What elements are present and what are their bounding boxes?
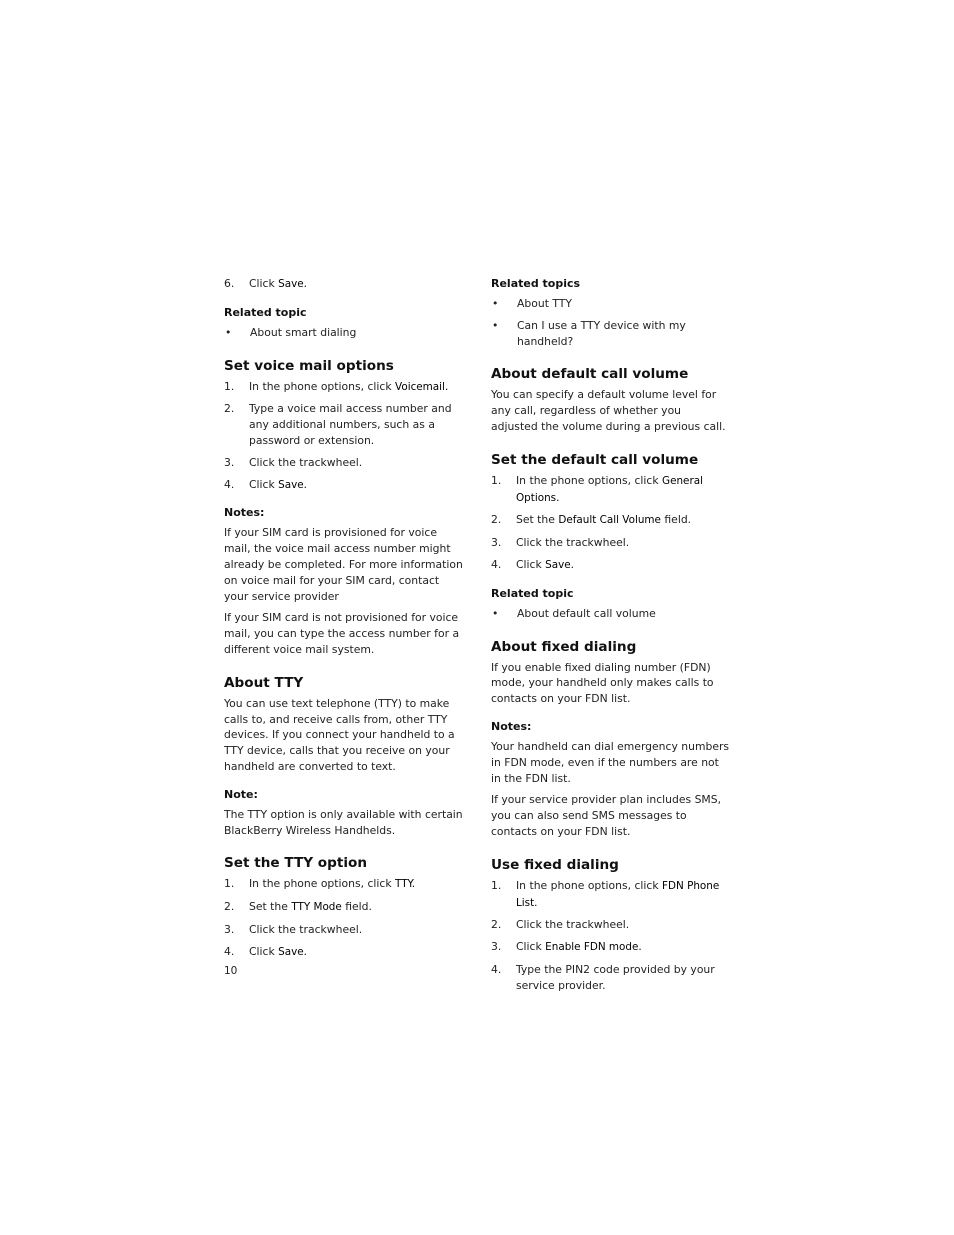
- ui-label-save: Save.: [278, 945, 307, 958]
- related-topic-link[interactable]: About smart dialing: [250, 325, 357, 339]
- related-topic-heading: Related topic: [491, 586, 574, 600]
- ui-label-fdn-phone-list: FDN Phone List.: [516, 879, 720, 909]
- ui-label-tty: TTY.: [395, 878, 416, 891]
- tty-step-3: 3. Click the trackwheel.: [224, 922, 363, 936]
- bullet-icon: •: [225, 325, 232, 339]
- about-fdn-body: If you enable fixed dialing number (FDN) mode, your handheld only makes calls to contacts on your FDN list.: [491, 660, 714, 706]
- voicemail-step-3: 3. Click the trackwheel.: [224, 455, 363, 469]
- volume-step-1: 1. In the phone options, click General Options.: [491, 473, 703, 504]
- about-tty-note: The TTY option is only available with certain BlackBerry Wireless Handhelds.: [224, 807, 463, 837]
- section-heading-set-tty-option: Set the TTY option: [224, 855, 368, 872]
- related-topic-item[interactable]: [491, 606, 731, 622]
- tty-step-2: 2. Set the TTY Mode field.: [224, 900, 372, 914]
- related-topic-heading: Related topic: [224, 305, 307, 319]
- section-heading-use-fixed-dialing: Use fixed dialing: [491, 856, 619, 873]
- notes-heading: Notes:: [491, 719, 532, 733]
- volume-step-3: 3. Click the trackwheel.: [491, 536, 630, 550]
- voicemail-note-2: If your SIM card is not provisioned for voice mail, you can type the access number for a different voice mail system.: [224, 611, 460, 656]
- related-topic-item[interactable]: [224, 325, 464, 341]
- ui-label-default-call-volume: Default Call Volume: [558, 514, 661, 527]
- fdn-step-1: 1. In the phone options, click FDN Phone List.: [491, 878, 720, 909]
- section-heading-about-default-call-volume: About default call volume: [491, 366, 689, 383]
- ui-label-general-options: General Options.: [516, 474, 703, 504]
- fdn-note-1: Your handheld can dial emergency numbers in FDN mode, even if the numbers are not in the FDN list.: [491, 739, 730, 785]
- ui-label-voicemail: Voicemail.: [395, 380, 449, 393]
- bullet-icon: •: [492, 318, 499, 332]
- volume-step-4: 4. Click Save.: [491, 557, 574, 571]
- fdn-step-3: 3. Click Enable FDN mode.: [491, 940, 642, 954]
- section-heading-set-voice-mail-options: Set voice mail options: [224, 357, 394, 374]
- related-topic-link-default-call-volume[interactable]: About default call volume: [517, 606, 656, 620]
- related-topic-link-about-tty[interactable]: About TTY: [517, 297, 572, 310]
- voicemail-note-1: If your SIM card is provisioned for voice mail, the voice mail access number might already be completed. For more information on voice mail for your SIM card, contact your service provider: [224, 526, 463, 603]
- section-heading-about-fixed-dialing: About fixed dialing: [491, 638, 637, 655]
- section-heading-set-default-call-volume: Set the default call volume: [491, 451, 699, 468]
- tty-step-4: 4. Click Save.: [224, 944, 307, 958]
- related-topic-item[interactable]: [491, 318, 731, 350]
- about-volume-body: You can specify a default volume level for any call, regardless of whether you adjusted the volume during a previous call.: [491, 388, 726, 433]
- related-topics-heading: Related topics: [491, 277, 581, 290]
- fdn-step-2: 2. Click the trackwheel.: [491, 918, 630, 932]
- right-column: [491, 276, 731, 1000]
- ui-label-tty-mode: TTY Mode: [291, 901, 342, 914]
- section-heading-about-tty: About TTY: [224, 674, 304, 691]
- volume-step-2: 2. Set the Default Call Volume field.: [491, 513, 692, 527]
- voicemail-step-4: 4. Click Save.: [224, 477, 307, 491]
- related-topic-link-tty-device[interactable]: Can I use a TTY device with my handheld?: [517, 318, 686, 348]
- bullet-icon: •: [492, 297, 499, 310]
- bullet-icon: •: [492, 606, 499, 620]
- fdn-note-2: If your service provider plan includes SMS, you can also send SMS messages to contacts on your FDN list.: [491, 793, 722, 838]
- related-topic-item[interactable]: [491, 296, 731, 312]
- notes-heading: Notes:: [224, 506, 265, 520]
- ui-label-save: Save.: [545, 558, 574, 571]
- left-column: [224, 276, 464, 967]
- note-heading: Note:: [224, 787, 258, 801]
- page-number: 10: [224, 965, 238, 977]
- about-tty-body: You can use text telephone (TTY) to make calls to, and receive calls from, other TTY devices. If you connect your handheld to a TTY device, calls that you receive on your handheld are converted to text.: [224, 696, 455, 773]
- tty-step-1: 1. In the phone options, click TTY.: [224, 877, 416, 891]
- ui-label-save: Save.: [278, 278, 307, 290]
- ui-label-enable-fdn-mode: Enable FDN mode.: [545, 941, 642, 954]
- ui-label-save: Save.: [278, 478, 307, 491]
- fdn-step-4: 4. Type the PIN2 code provided by your service provider.: [491, 962, 715, 992]
- voicemail-step-2: 2. Type a voice mail access number and any additional numbers, such as a password or extension.: [224, 402, 452, 447]
- step-6-click-save: 6. Click Save.: [224, 277, 307, 290]
- voicemail-step-1: 1. In the phone options, click Voicemail.: [224, 379, 449, 393]
